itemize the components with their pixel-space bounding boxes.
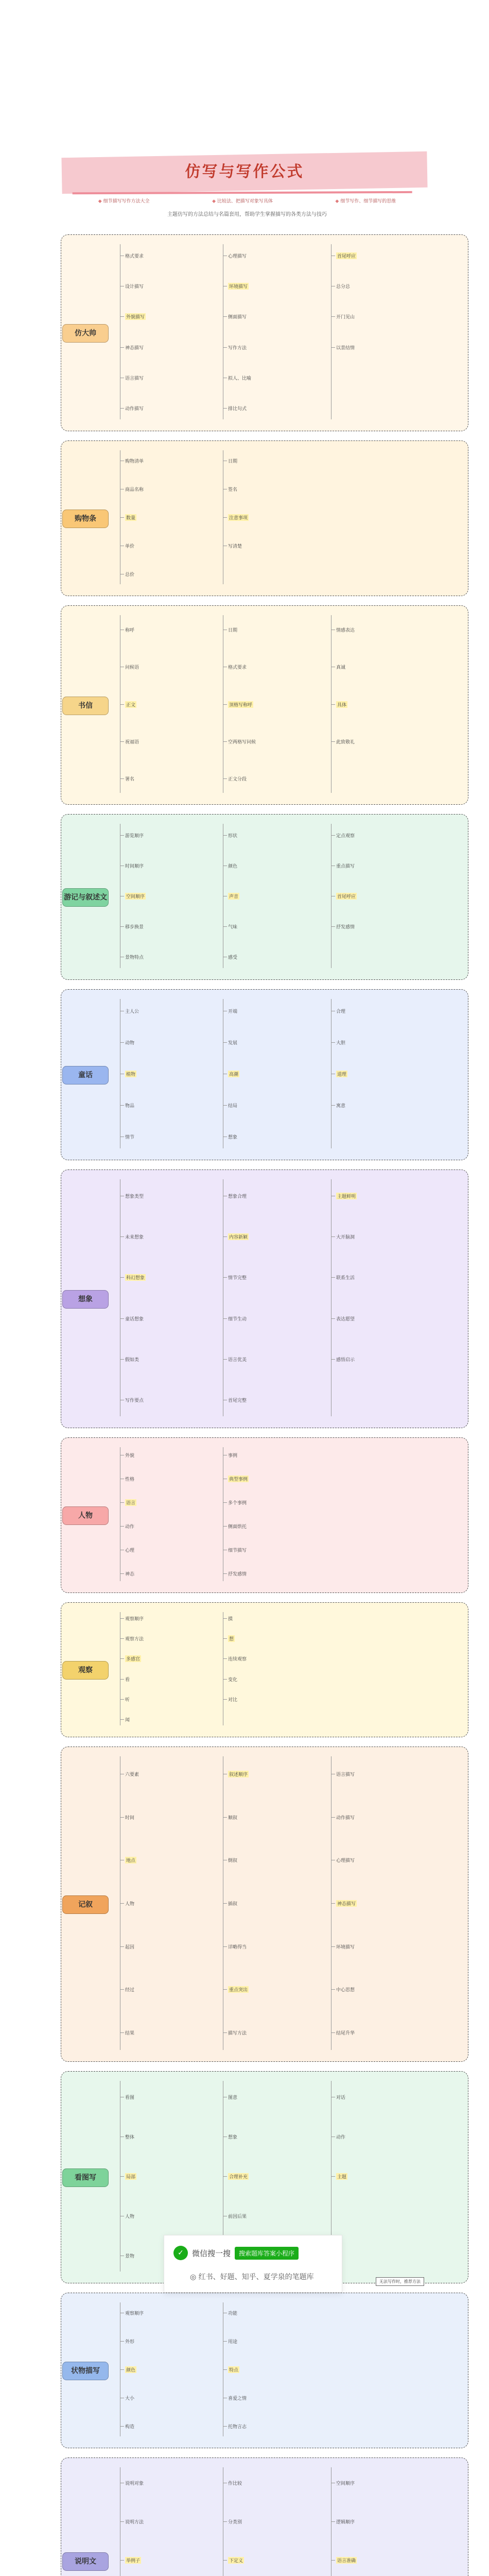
tree-node: 开端 <box>228 1008 237 1014</box>
tree-node: 语言描写 <box>336 1771 355 1777</box>
tree-node: 想象 <box>228 2133 237 2140</box>
tree-node: 想象类型 <box>125 1193 144 1199</box>
tree-node: 寓意 <box>336 1102 345 1109</box>
tree-node: 顶格写称呼 <box>228 701 253 708</box>
tree-node: 语言描写 <box>125 375 144 381</box>
wechat-icon: ✓ <box>173 2246 188 2260</box>
tree-node: 形状 <box>228 832 237 839</box>
tree-node: 局部 <box>125 2173 136 2180</box>
tree-node: 人物 <box>125 2213 134 2219</box>
tree-node: 神态描写 <box>125 344 144 351</box>
tree-node: 抒发感情 <box>336 923 355 930</box>
tree-node: 看 <box>125 1676 130 1683</box>
tree-node: 想象 <box>228 1133 237 1140</box>
section-tree <box>115 995 461 1155</box>
tree-node: 格式要求 <box>125 252 144 259</box>
tree-node: 主人公 <box>125 1008 139 1014</box>
tree-node: 高潮 <box>228 1071 239 1077</box>
tree-node: 说明对象 <box>125 2480 144 2486</box>
section-card <box>61 1437 468 1593</box>
tree-node: 结局 <box>228 1102 237 1109</box>
tree-node: 多个事例 <box>228 1499 247 1506</box>
tree-node: 总价 <box>125 571 134 578</box>
tree-node: 景物特点 <box>125 954 144 960</box>
tree-node: 整体 <box>125 2133 134 2140</box>
tree-node: 定点观察 <box>336 832 355 839</box>
tree-node: 详略得当 <box>228 1943 247 1950</box>
tree-node: 单价 <box>125 543 134 549</box>
tree-node: 摸 <box>228 1615 233 1622</box>
tree-node: 心理描写 <box>336 1857 355 1863</box>
tree-node: 表达愿望 <box>336 1315 355 1322</box>
tree-node: 重点突出 <box>228 1986 249 1993</box>
tree-node: 结尾升华 <box>336 2029 355 2036</box>
tree-node: 动作 <box>125 1523 134 1530</box>
section-card <box>61 814 468 980</box>
tree-node: 人物 <box>125 1900 134 1907</box>
tree-node: 排比句式 <box>228 405 247 412</box>
tree-node: 事例 <box>228 1452 237 1459</box>
callout-subtitle: ◎ 红书、好题、知乎、夏学泉的笔题库 <box>190 2273 314 2281</box>
tree-node: 移步换景 <box>125 923 144 930</box>
page-title: 仿写与写作公式 <box>185 163 304 181</box>
tree-node: 性格 <box>125 1476 134 1482</box>
tree-node: 颜色 <box>228 862 237 869</box>
tree-node: 外形 <box>125 2338 134 2345</box>
section-label: 看图写 <box>62 2168 109 2187</box>
tree-node: 神态 <box>125 1570 134 1577</box>
tree-node: 商品名称 <box>125 486 144 493</box>
section-card <box>61 1602 468 1737</box>
tree-node: 空两格写问候 <box>228 738 256 745</box>
tree-node: 对比 <box>228 1696 237 1703</box>
tree-node: 童话想象 <box>125 1315 144 1322</box>
section-card <box>61 234 468 431</box>
section-label: 书信 <box>62 697 109 715</box>
tree-node: 情节 <box>125 1133 134 1140</box>
tree-node: 动作 <box>336 2133 345 2140</box>
tree-node: 描写方法 <box>228 2029 247 2036</box>
tree-node: 感受 <box>228 954 237 960</box>
tree-node: 情感表达 <box>336 626 355 633</box>
callout-row <box>173 2246 299 2260</box>
tree-node: 作比较 <box>228 2480 242 2486</box>
section-tree <box>115 1443 461 1587</box>
intro-note: 主题仿写的方法总结与名篇套用，帮助学生掌握描写的各类方法与技巧 <box>167 212 327 217</box>
section-card <box>61 989 468 1160</box>
tree-node: 颜色 <box>125 2366 136 2373</box>
tree-node: 功能 <box>228 2310 237 2316</box>
tree-node: 植物 <box>125 1071 136 1077</box>
tree-node: 叙述顺序 <box>228 1771 249 1777</box>
tree-node: 数量 <box>125 514 136 521</box>
tree-node: 道理 <box>336 1071 347 1077</box>
tree-node: 真诚 <box>336 664 345 670</box>
tree-node: 心理描写 <box>228 252 247 259</box>
section-tree <box>115 1608 461 1732</box>
section-tree <box>115 2298 461 2443</box>
section-tree <box>115 820 461 974</box>
tree-node: 外貌描写 <box>125 313 146 320</box>
tree-node: 时间 <box>125 1814 134 1821</box>
tree-node: 写清楚 <box>228 543 242 549</box>
tree-node: 问候语 <box>125 664 139 670</box>
tree-node: 神态描写 <box>336 1900 357 1907</box>
tree-node: 动作描写 <box>125 405 144 412</box>
tree-node: 首尾呼应 <box>336 252 357 259</box>
tree-node: 顺叙 <box>228 1814 237 1821</box>
tree-node: 托物言志 <box>228 2423 247 2430</box>
section-card <box>61 1170 468 1428</box>
tree-node: 听 <box>125 1696 130 1703</box>
tree-node: 设计描写 <box>125 283 144 290</box>
side-tip: 无法写作时，推荐方法 <box>376 2277 424 2286</box>
tree-node: 气味 <box>228 923 237 930</box>
tree-node: 细节生动 <box>228 1315 247 1322</box>
tree-node: 结果 <box>125 2029 134 2036</box>
tree-node: 中心思想 <box>336 1986 355 1993</box>
tree-node: 前因后果 <box>228 2213 247 2219</box>
tree-node: 未来想象 <box>125 1233 144 1240</box>
tree-node: 日期 <box>228 626 237 633</box>
tree-node: 重点描写 <box>336 862 355 869</box>
tree-node: 逻辑顺序 <box>336 2518 355 2525</box>
section-tree <box>115 2463 461 2576</box>
tree-node: 对话 <box>336 2094 345 2100</box>
tree-node: 发展 <box>228 1039 237 1046</box>
tree-node: 分类别 <box>228 2518 242 2525</box>
tree-node: 时间顺序 <box>125 862 144 869</box>
tree-node: 正文分段 <box>228 775 247 782</box>
tree-node: 大开脑洞 <box>336 1233 355 1240</box>
section-label: 记叙 <box>62 1895 109 1914</box>
tree-node: 特点 <box>228 2366 239 2373</box>
section-label: 状物描写 <box>62 2362 109 2380</box>
tree-node: 署名 <box>125 775 134 782</box>
tree-node: 动物 <box>125 1039 134 1046</box>
tree-node: 看图 <box>125 2094 134 2100</box>
tree-node: 多感官 <box>125 1655 141 1662</box>
section-card <box>61 605 468 805</box>
tree-node: 心理 <box>125 1547 134 1553</box>
section-card <box>61 2293 468 2448</box>
tag: ◆ 细节描写写作方法大全 <box>98 197 150 204</box>
tree-node: 语言 <box>125 1499 136 1506</box>
tree-node: 日期 <box>228 457 237 464</box>
section-label: 说明文 <box>62 2552 109 2571</box>
section-label: 想象 <box>62 1290 109 1309</box>
tree-node: 合理补充 <box>228 2173 249 2180</box>
tree-node: 侧面描写 <box>228 313 247 320</box>
tree-node: 写作要点 <box>125 1397 144 1403</box>
tree-node: 具体 <box>336 701 347 708</box>
tree-node: 此致敬礼 <box>336 738 355 745</box>
tree-node: 六要素 <box>125 1771 139 1777</box>
search-button[interactable]: 搜索题库答案小程序 <box>235 2247 299 2260</box>
tree-node: 典型事例 <box>228 1476 249 1482</box>
tree-node: 外貌 <box>125 1452 134 1459</box>
tree-node: 起因 <box>125 1943 134 1950</box>
tree-node: 主题 <box>336 2173 347 2180</box>
section-label: 购物条 <box>62 510 109 528</box>
tree-node: 合理 <box>336 1008 345 1014</box>
tree-node: 观察顺序 <box>125 1615 144 1622</box>
promo-callout[interactable] <box>164 2235 342 2293</box>
tree-node: 注意事项 <box>228 514 249 521</box>
tree-node: 首尾完整 <box>228 1397 247 1403</box>
tree-node: 经过 <box>125 1986 134 1993</box>
tree-node: 构造 <box>125 2423 134 2430</box>
tree-node: 写作方法 <box>228 344 247 351</box>
tree-node: 游览顺序 <box>125 832 144 839</box>
tree-node: 下定义 <box>228 2557 244 2564</box>
tree-node: 环境描写 <box>336 1943 355 1950</box>
section-tree <box>115 611 461 799</box>
tree-node: 签名 <box>228 486 237 493</box>
tree-node: 变化 <box>228 1676 237 1683</box>
tag: ◆ 细节写作、细节描写的思维 <box>335 197 396 204</box>
section-tree <box>115 1752 461 2056</box>
tree-node: 科幻想象 <box>125 1274 146 1281</box>
tree-node: 连续观察 <box>228 1655 247 1662</box>
section-label: 童话 <box>62 1066 109 1084</box>
tree-node: 大胆 <box>336 1039 345 1046</box>
tree-node: 联系生活 <box>336 1274 355 1281</box>
tree-node: 声音 <box>228 893 239 900</box>
tree-node: 喜爱之情 <box>228 2395 247 2401</box>
tree-node: 细节描写 <box>228 1547 247 1553</box>
section-card <box>61 2458 468 2576</box>
tree-node: 想象合理 <box>228 1193 247 1199</box>
tree-node: 购物清单 <box>125 457 144 464</box>
section-label: 仿大帅 <box>62 324 109 343</box>
tree-node: 祝福语 <box>125 738 139 745</box>
section-label: 游记与叙述文 <box>62 888 109 907</box>
tag-line <box>67 197 427 204</box>
tree-node: 想 <box>228 1635 235 1642</box>
tree-node: 倒叙 <box>228 1857 237 1863</box>
tree-node: 空间顺序 <box>125 893 146 900</box>
tree-node: 动作描写 <box>336 1814 355 1821</box>
section-tree <box>115 1175 461 1422</box>
section-label: 人物 <box>62 1506 109 1525</box>
tree-node: 说明方法 <box>125 2518 144 2525</box>
tree-node: 语言优美 <box>228 1356 247 1363</box>
tree-node: 闻 <box>125 1716 130 1723</box>
tree-node: 图意 <box>228 2094 237 2100</box>
tree-node: 拟人、比喻 <box>228 375 251 381</box>
tree-node: 情节完整 <box>228 1274 247 1281</box>
tree-node: 环境描写 <box>228 283 249 290</box>
callout-app-name: 微信搜一搜 <box>192 2248 231 2258</box>
section-tree <box>115 240 461 426</box>
tree-node: 以景结情 <box>336 344 355 351</box>
tree-node: 举例子 <box>125 2557 141 2564</box>
tree-node: 开门见山 <box>336 313 355 320</box>
tree-node: 观察顺序 <box>125 2310 144 2316</box>
tree-node: 称呼 <box>125 626 134 633</box>
tree-node: 感悟启示 <box>336 1356 355 1363</box>
tree-node: 总分总 <box>336 283 350 290</box>
tree-node: 内容新颖 <box>228 1233 249 1240</box>
tree-node: 主题鲜明 <box>336 1193 357 1199</box>
tree-node: 抒发感情 <box>228 1570 247 1577</box>
tree-node: 空间顺序 <box>336 2480 355 2486</box>
tag: ◆ 比较法、把描写对象写具体 <box>212 197 273 204</box>
tree-node: 假如类 <box>125 1356 139 1363</box>
tree-node: 物品 <box>125 1102 134 1109</box>
tree-node: 格式要求 <box>228 664 247 670</box>
tree-node: 插叙 <box>228 1900 237 1907</box>
section-card <box>61 1747 468 2062</box>
section-card <box>61 440 468 596</box>
section-label: 观察 <box>62 1661 109 1680</box>
tree-node: 景物 <box>125 2252 134 2259</box>
tree-node: 侧面烘托 <box>228 1523 247 1530</box>
tree-node: 用途 <box>228 2338 237 2345</box>
tree-node: 观察方法 <box>125 1635 144 1642</box>
tree-node: 语言准确 <box>336 2557 357 2564</box>
tree-node: 地点 <box>125 1857 136 1863</box>
tree-node: 大小 <box>125 2395 134 2401</box>
tree-node: 首尾呼应 <box>336 893 357 900</box>
section-tree <box>115 446 461 590</box>
tree-node: 正文 <box>125 701 136 708</box>
